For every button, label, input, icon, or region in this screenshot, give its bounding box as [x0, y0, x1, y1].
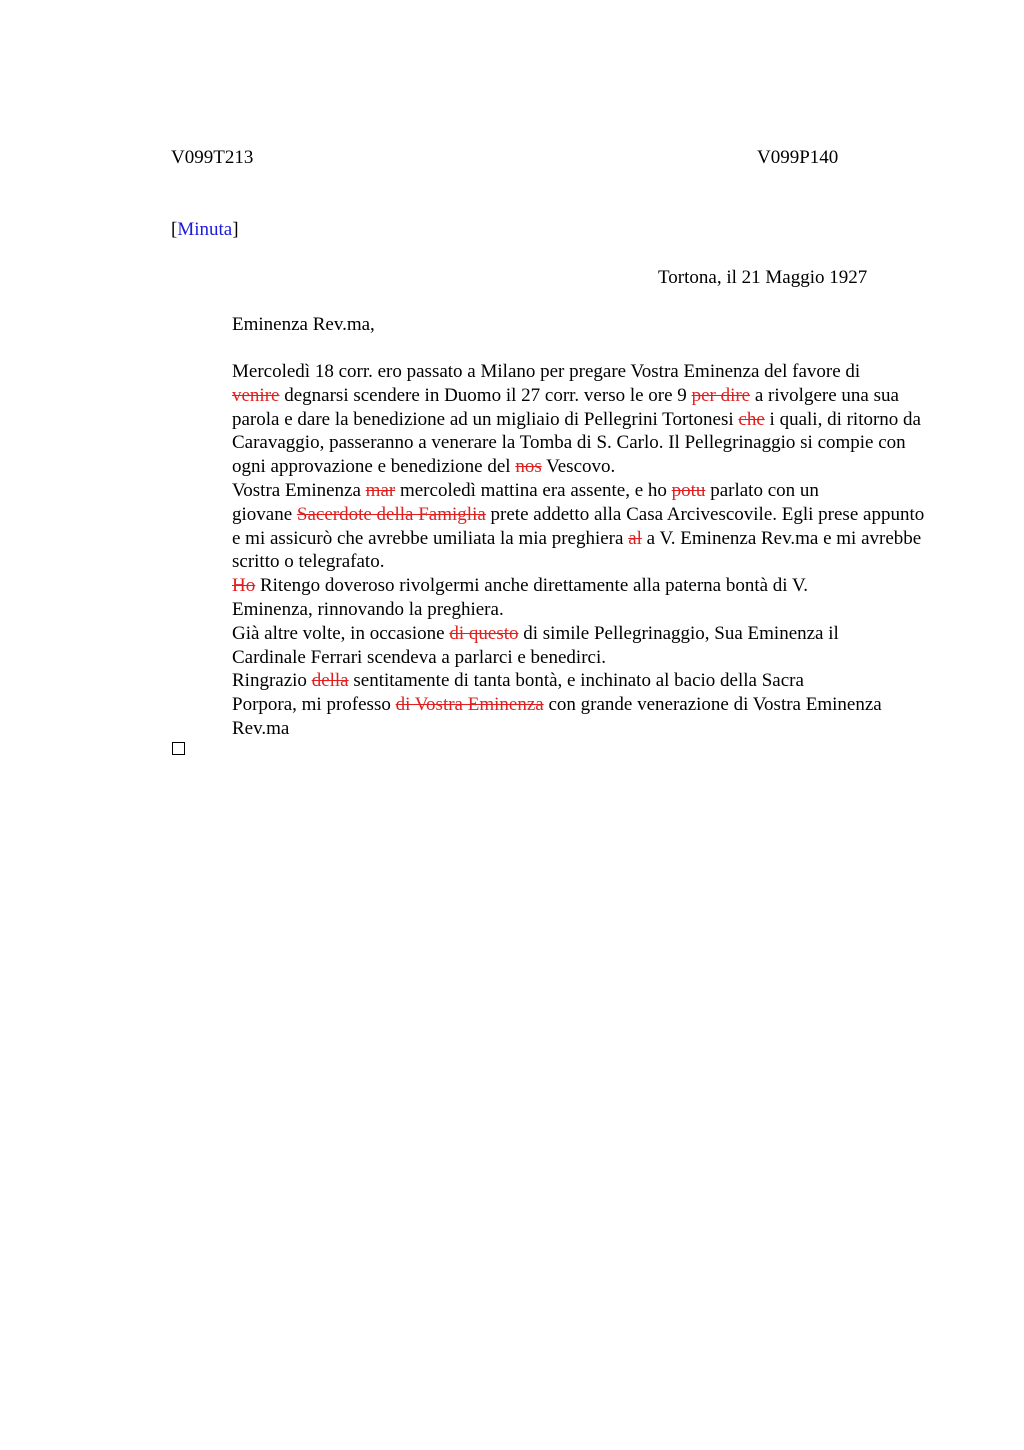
body-text-run: parlato con un — [705, 479, 819, 501]
place-date: Tortona, il 21 Maggio 1927 — [658, 267, 868, 288]
body-text-run: parola e dare la benedizione ad un migliaio di Pellegrini Tortonesi — [232, 408, 739, 430]
paragraph-line — [171, 717, 931, 741]
letter-paragraph — [171, 574, 931, 622]
letter-paragraph — [171, 669, 931, 740]
deleted-text: Sacerdote della Famiglia — [296, 503, 486, 525]
body-text-run: a rivolgere una sua — [750, 384, 899, 406]
document-code-right: V099P140 — [757, 147, 839, 168]
paragraph-line — [171, 622, 931, 646]
body-text-run: Mercoledì 18 corr. ero passato a Milano per pregare Vostra Eminenza del favore di — [232, 361, 861, 382]
paragraph-line — [171, 384, 931, 408]
body-text-run: scritto o telegrafato. — [232, 551, 385, 573]
paragraph-line — [171, 479, 931, 503]
deleted-text: di Vostra Eminenza — [395, 694, 544, 716]
paragraph-line — [171, 431, 931, 455]
deleted-text: Ho — [232, 575, 256, 597]
letter-body — [171, 360, 931, 741]
paragraph-line — [171, 408, 931, 432]
minuta-open-bracket: [ — [171, 219, 178, 240]
paragraph-line — [171, 503, 931, 527]
paragraph-line — [171, 550, 931, 574]
body-text-run: sentitamente di tanta bontà, e inchinato al bacio della Sacra — [348, 670, 804, 692]
minuta-link[interactable]: Minuta — [177, 219, 233, 240]
body-text-run: Vostra Eminenza — [232, 479, 366, 501]
deleted-text: venire — [232, 384, 280, 406]
body-text-run: i quali, di ritorno da — [764, 408, 921, 430]
checkbox-square-icon — [172, 742, 185, 755]
paragraph-line — [171, 527, 931, 551]
paragraph-line — [171, 598, 931, 622]
deleted-text: potu — [671, 479, 706, 501]
letter-paragraph — [171, 622, 931, 670]
deleted-text: mar — [365, 479, 396, 501]
body-text-run: Caravaggio, passeranno a venerare la Tomba di S. Carlo. Il Pellegrinaggio si compie con — [232, 432, 906, 454]
paragraph-line — [171, 360, 931, 384]
body-text-run: Rev.ma — [232, 717, 290, 739]
body-text-run: degnarsi scendere in Duomo il 27 corr. verso le ore 9 — [279, 384, 692, 406]
body-text-run: con grande venerazione di Vostra Eminenza — [543, 694, 882, 716]
paragraph-line — [171, 669, 931, 693]
paragraph-line — [171, 646, 931, 670]
deleted-text: al — [628, 527, 642, 549]
body-text-run: a V. Eminenza Rev.ma e mi avrebbe — [641, 527, 922, 549]
minuta-close-bracket: ] — [232, 219, 239, 240]
body-text-run: prete addetto alla Casa Arcivescovile. Egli prese appunto — [485, 503, 925, 525]
paragraph-line — [171, 574, 931, 598]
body-text-run: Cardinale Ferrari scendeva a parlarci e benedirci. — [232, 646, 606, 668]
letter-paragraph — [171, 360, 931, 479]
body-text-run: Ringrazio — [232, 670, 312, 692]
body-text-run: Già altre volte, in occasione — [232, 622, 450, 644]
deleted-text: che — [738, 408, 765, 430]
body-text-run: Vescovo. — [541, 456, 616, 478]
body-text-run: ogni approvazione e benedizione del — [232, 456, 516, 478]
body-text-run: Eminenza, rinnovando la preghiera. — [232, 598, 504, 620]
deleted-text: della — [311, 670, 349, 692]
deleted-text: per dire — [691, 384, 751, 406]
salutation: Eminenza Rev.ma, — [232, 314, 375, 335]
paragraph-line — [171, 693, 931, 717]
document-code-left: V099T213 — [171, 147, 254, 168]
body-text-run: Ritengo doveroso rivolgermi anche direttamente alla paterna bontà di V. — [255, 575, 809, 597]
body-text-run: Porpora, mi professo — [232, 694, 396, 716]
paragraph-line — [171, 455, 931, 479]
minuta-label — [171, 218, 239, 242]
body-text-run: giovane — [232, 503, 297, 525]
letter-paragraph — [171, 479, 931, 574]
deleted-text: di questo — [449, 622, 519, 644]
body-text-run: mercoledì mattina era assente, e ho — [395, 479, 672, 501]
deleted-text: nos — [515, 456, 542, 478]
body-text-run: di simile Pellegrinaggio, Sua Eminenza il — [518, 622, 839, 644]
body-text-run: e mi assicurò che avrebbe umiliata la mia preghiera — [232, 527, 629, 549]
